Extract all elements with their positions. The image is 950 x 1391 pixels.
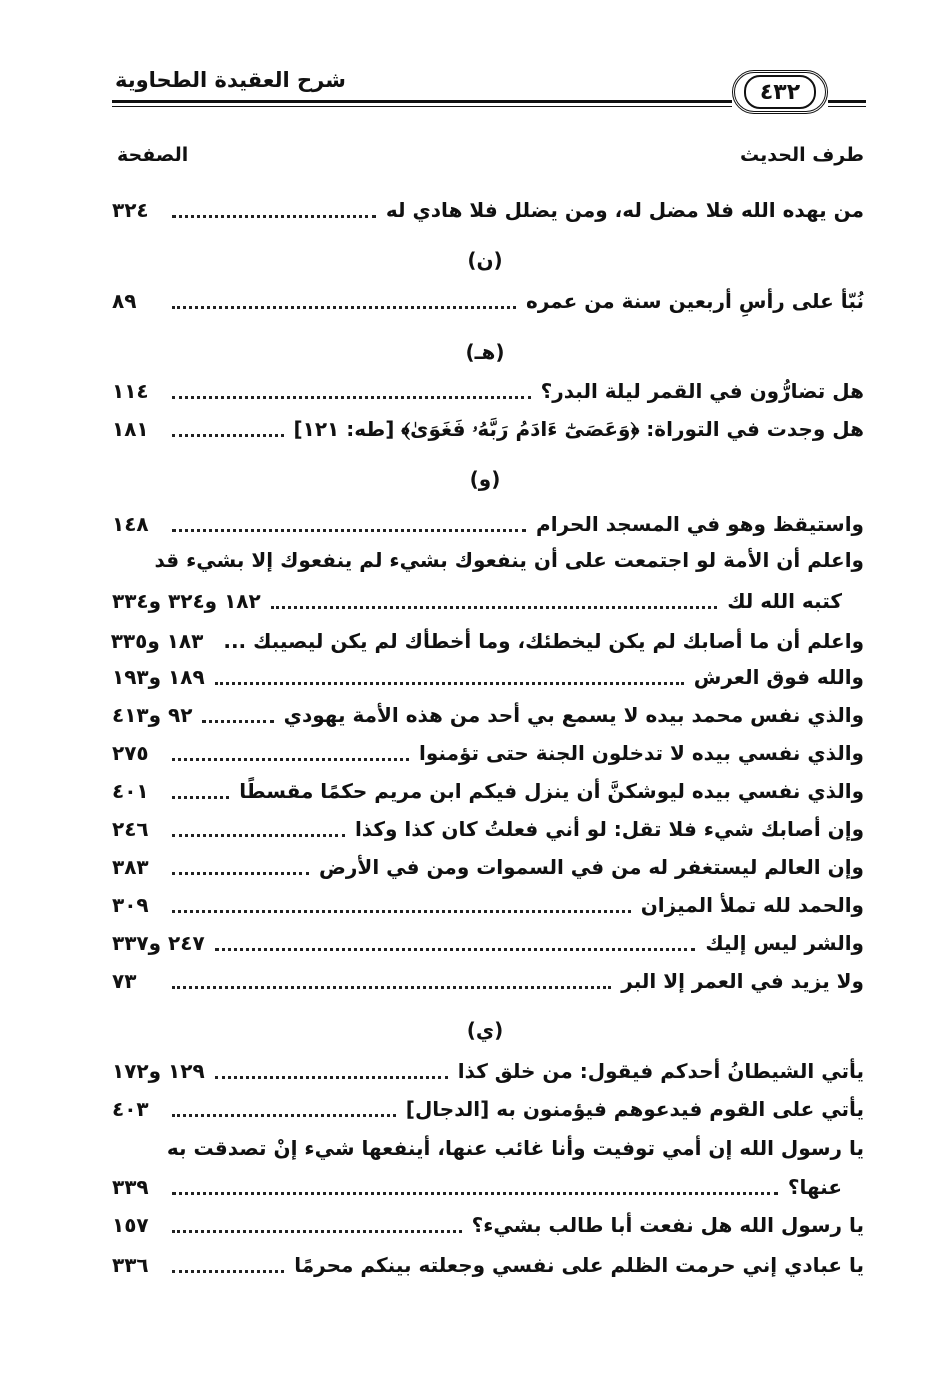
letter-heading: (ن) bbox=[467, 248, 503, 272]
entry-pages: ١٥٧ bbox=[112, 1213, 149, 1237]
entry-text: من يهده الله فلا مضل له، ومن يضلل فلا هادي له bbox=[385, 198, 864, 222]
entry-text-line: واعلم أن الأمة لو اجتمعت على أن ينفعوك بشيء لم ينفعوك إلا بشيء قد bbox=[154, 548, 864, 572]
dot-leader bbox=[215, 1076, 448, 1079]
index-entry bbox=[112, 810, 864, 848]
dot-leader bbox=[215, 948, 696, 951]
dot-leader bbox=[172, 215, 376, 218]
index-entry bbox=[112, 1090, 864, 1128]
entry-pages: ١٤٨ bbox=[112, 512, 149, 536]
entry-pages: ٣٨٣ bbox=[112, 855, 149, 879]
entry-text: هل وجدت في التوراة: ﴿وَعَصَىٰٓ ءَادَمُ رَبَّهُۥ فَغَوَىٰ﴾ [طه: ١٢١] bbox=[293, 417, 864, 441]
entry-pages: ١٨٩ و١٩٣ bbox=[112, 665, 205, 689]
header-rule-thin bbox=[112, 106, 732, 107]
entry-text: واستيقظ وهو في المسجد الحرام bbox=[536, 512, 864, 536]
running-head-title: شرح العقيدة الطحاوية bbox=[115, 68, 346, 92]
entry-text: والذي نفس محمد بيده لا يسمع بي أحد من هذه الأمة يهودي bbox=[283, 703, 864, 727]
index-entry bbox=[112, 1168, 864, 1206]
column-heading-page: الصفحة bbox=[117, 144, 189, 166]
entry-text: والذي نفسي بيده لا تدخلون الجنة حتى تؤمنوا bbox=[419, 741, 864, 765]
letter-heading: (هـ) bbox=[465, 340, 505, 364]
entry-pages: ٢٤٦ bbox=[112, 817, 149, 841]
entry-pages: ٤٠١ bbox=[112, 779, 149, 803]
letter-heading: (ي) bbox=[466, 1018, 504, 1042]
entry-pages: ١٨٣ و٣٣٥ bbox=[110, 629, 204, 653]
index-entry bbox=[112, 696, 864, 734]
entry-pages: ٣٣٦ bbox=[112, 1253, 149, 1277]
dot-leader bbox=[172, 434, 284, 437]
entry-pages: ٣٣٩ bbox=[112, 1175, 149, 1199]
dot-leader bbox=[215, 682, 684, 685]
entry-text: نُبّأ على رأسِ أربعين سنة من عمره bbox=[526, 289, 864, 313]
index-entry bbox=[112, 191, 864, 229]
entry-text: يأتي الشيطانُ أحدكم فيقول: من خلق كذا bbox=[457, 1059, 864, 1083]
entry-text: ولا يزيد في العمر إلا البر bbox=[621, 969, 864, 993]
dot-leader bbox=[172, 1230, 462, 1233]
entry-text: هل تضارُّون في القمر ليلة البدر؟ bbox=[540, 379, 864, 403]
index-entry bbox=[112, 848, 864, 886]
entry-text: يأتي على القوم فيدعوهم فيؤمنون به [الدجال] bbox=[405, 1097, 864, 1121]
entry-pages: ٩٢ و٤١٣ bbox=[112, 703, 193, 727]
index-entry bbox=[112, 1052, 864, 1090]
entry-text-line: يا رسول الله إن أمي توفيت وأنا غائب عنها، أينفعها شيء إنْ تصدقت به bbox=[166, 1136, 864, 1160]
index-entry bbox=[112, 622, 864, 660]
index-entry bbox=[112, 372, 864, 410]
dot-leader bbox=[172, 910, 631, 913]
entry-text: وإن العالم ليستغفر له من في السموات ومن في الأرض bbox=[319, 855, 864, 879]
entry-pages: ٨٩ bbox=[112, 289, 137, 313]
entry-pages: ١٨٢ و٣٢٤ و٣٣٤ bbox=[112, 589, 261, 613]
header-rule-right-thin bbox=[828, 106, 866, 107]
index-entry bbox=[112, 924, 864, 962]
dot-leader bbox=[172, 986, 611, 989]
entry-text: كتبه الله لك bbox=[727, 589, 842, 613]
dot-leader bbox=[202, 720, 273, 723]
entry-text: يا عبادي إني حرمت الظلم على نفسي وجعلته بينكم محرمًا bbox=[294, 1253, 864, 1277]
index-entry bbox=[112, 410, 864, 448]
entry-pages: ١٨١ bbox=[112, 417, 149, 441]
index-entry bbox=[112, 962, 864, 1000]
entry-text: عنها؟ bbox=[787, 1175, 842, 1199]
page-number: ٤٣٢ bbox=[759, 79, 801, 105]
page-number-cartouche bbox=[732, 70, 828, 114]
entry-text: واعلم أن ما أصابك لم يكن ليخطئك، وما أخطأك لم يكن ليصيبك ... bbox=[223, 629, 864, 653]
index-entry bbox=[112, 505, 864, 543]
header-rule-right bbox=[828, 100, 866, 103]
index-entry bbox=[112, 886, 864, 924]
dot-leader bbox=[172, 834, 345, 837]
index-entry bbox=[112, 1206, 864, 1244]
dot-leader bbox=[172, 796, 229, 799]
letter-heading: (و) bbox=[469, 467, 501, 491]
dot-leader bbox=[172, 872, 309, 875]
index-entry bbox=[112, 1246, 864, 1284]
entry-pages: ٤٠٣ bbox=[112, 1097, 149, 1121]
entry-pages: ١٢٩ و١٧٢ bbox=[112, 1059, 205, 1083]
entry-text: والذي نفسي بيده ليوشكنَّ أن ينزل فيكم ابن مريم حكمًا مقسطًا bbox=[239, 779, 864, 803]
dot-leader bbox=[172, 1192, 778, 1195]
column-heading-text: طرف الحديث bbox=[740, 144, 864, 166]
dot-leader bbox=[172, 1270, 284, 1273]
entry-text: والحمد لله تملأ الميزان bbox=[640, 893, 864, 917]
index-entry bbox=[112, 658, 864, 696]
entry-text: وإن أصابك شيء فلا تقل: لو أني فعلتُ كان كذا وكذا bbox=[354, 817, 864, 841]
entry-pages: ٢٤٧ و٣٣٧ bbox=[112, 931, 205, 955]
entry-text: والشر ليس إليك bbox=[705, 931, 864, 955]
entry-pages: ١١٤ bbox=[112, 379, 149, 403]
header-rule bbox=[112, 100, 732, 103]
dot-leader bbox=[172, 306, 516, 309]
dot-leader bbox=[172, 529, 526, 532]
entry-pages: ٣٢٤ bbox=[112, 198, 149, 222]
index-entry bbox=[112, 772, 864, 810]
index-entry bbox=[112, 582, 864, 620]
entry-text: يا رسول الله هل نفعت أبا طالب بشيء؟ bbox=[471, 1213, 864, 1237]
index-entry bbox=[112, 734, 864, 772]
dot-leader bbox=[271, 606, 718, 609]
entry-pages: ٣٠٩ bbox=[112, 893, 149, 917]
entry-text: والله فوق العرش bbox=[693, 665, 864, 689]
dot-leader bbox=[172, 1114, 396, 1117]
dot-leader bbox=[172, 396, 531, 399]
entry-pages: ٧٣ bbox=[112, 969, 137, 993]
dot-leader bbox=[172, 758, 409, 761]
entry-pages: ٢٧٥ bbox=[112, 741, 149, 765]
index-entry bbox=[112, 282, 864, 320]
